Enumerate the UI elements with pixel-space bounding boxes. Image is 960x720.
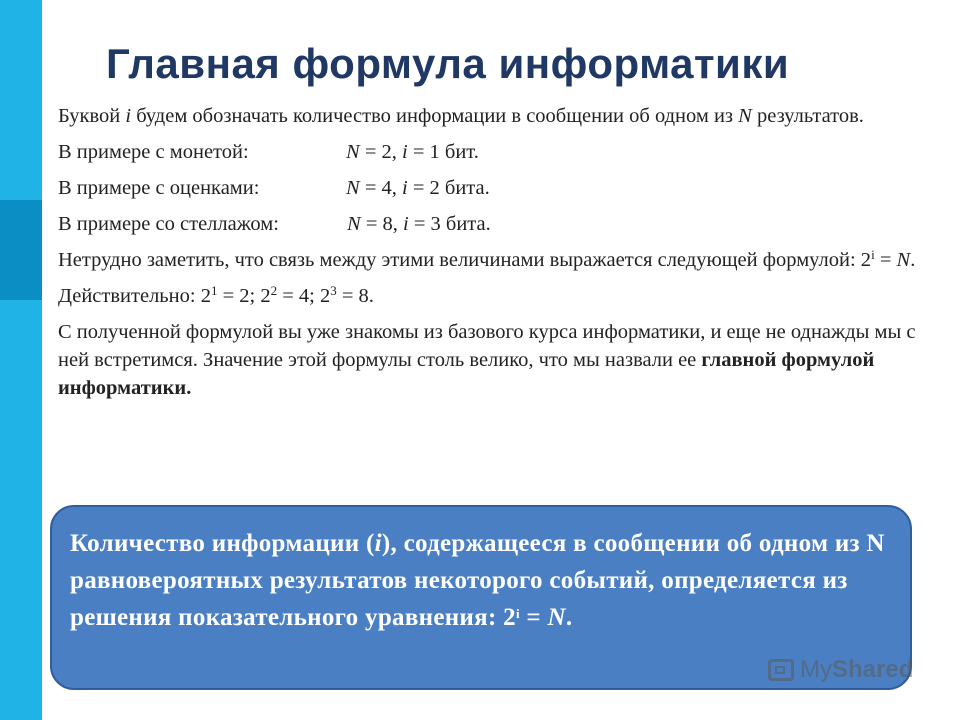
example-i-var: i (402, 177, 408, 199)
callout-equals: = (519, 604, 548, 631)
example-grades (58, 174, 938, 202)
example-i-value: = 1 бит. (407, 141, 479, 163)
relation-paragraph (58, 246, 938, 274)
projector-icon (768, 659, 794, 681)
example-n-value: = 8, (360, 213, 403, 235)
slide-body (58, 102, 938, 412)
example-shelf (58, 210, 938, 238)
intro-text-1: Буквой (58, 105, 126, 127)
proof-paragraph (58, 282, 938, 310)
left-accent-bar (0, 0, 42, 720)
callout-var-n: N (547, 604, 566, 631)
proof-result: = 2; (217, 285, 261, 307)
proof-exponent: 2 (270, 283, 278, 298)
slide-title: Главная формула информатики (106, 40, 790, 87)
proof-base: 2 (260, 285, 271, 307)
callout-exponent: i (515, 606, 520, 621)
conclusion-bold: главной формулой информатики. (58, 349, 875, 399)
proof-base: 2 (200, 285, 211, 307)
intro-var-n: N (738, 105, 752, 127)
proof-lead: Действительно: (58, 285, 201, 307)
relation-equals: = (874, 249, 897, 271)
proof-base: 2 (319, 285, 331, 307)
relation-end: . (910, 249, 916, 271)
intro-text-2: будем обозначать количество информации в сообщении об одном из (131, 105, 739, 127)
proof-result: = 4; (277, 285, 320, 307)
watermark-my: My (800, 656, 832, 683)
relation-text: Нетрудно заметить, что связь между этими величинами выражается следующей формулой: 2 (58, 249, 872, 271)
example-n-var: N (346, 177, 360, 199)
callout-var-i: i (374, 530, 382, 557)
conclusion-paragraph (58, 318, 938, 402)
callout-text-2: ), содержащееся в сообщении об одном из N равновероятных результатов некоторого событий, определяется из решения показательного уравнения: 2 (70, 530, 885, 631)
example-label: В примере со стеллажом: (58, 213, 279, 235)
callout-text-1: Количество информации ( (70, 530, 375, 557)
proof-result: = 8. (336, 285, 374, 307)
intro-paragraph (58, 102, 938, 130)
example-label: В примере с монетой: (58, 141, 249, 163)
example-i-var: i (403, 213, 409, 235)
example-i-value: = 2 бита. (407, 177, 490, 199)
example-n-var: N (346, 141, 360, 163)
example-n-value: = 2, (359, 141, 402, 163)
example-n-value: = 4, (359, 177, 402, 199)
example-label: В примере с оценками: (58, 177, 260, 199)
example-coin (58, 138, 938, 166)
relation-var-n: N (896, 249, 911, 271)
left-accent-bar-highlight (0, 200, 42, 300)
watermark-shared: Shared (832, 656, 914, 683)
conclusion-text: С полученной формулой вы уже знакомы из базового курса информатики, и еще не однажды мы с ней встретимся. Значение этой формулы столь велико, что мы назвали ее (58, 321, 916, 371)
example-n-var: N (347, 213, 361, 235)
proof-exponent: 1 (210, 283, 218, 298)
intro-var-i: i (125, 105, 132, 127)
example-i-var: i (402, 141, 408, 163)
myshared-watermark (768, 656, 913, 684)
callout-end: . (565, 604, 573, 631)
watermark-text (800, 656, 913, 684)
example-i-value: = 3 бита. (408, 213, 491, 235)
proof-exponent: 3 (330, 283, 337, 298)
intro-text-3: результатов. (751, 105, 864, 127)
relation-exponent: i (871, 247, 875, 262)
